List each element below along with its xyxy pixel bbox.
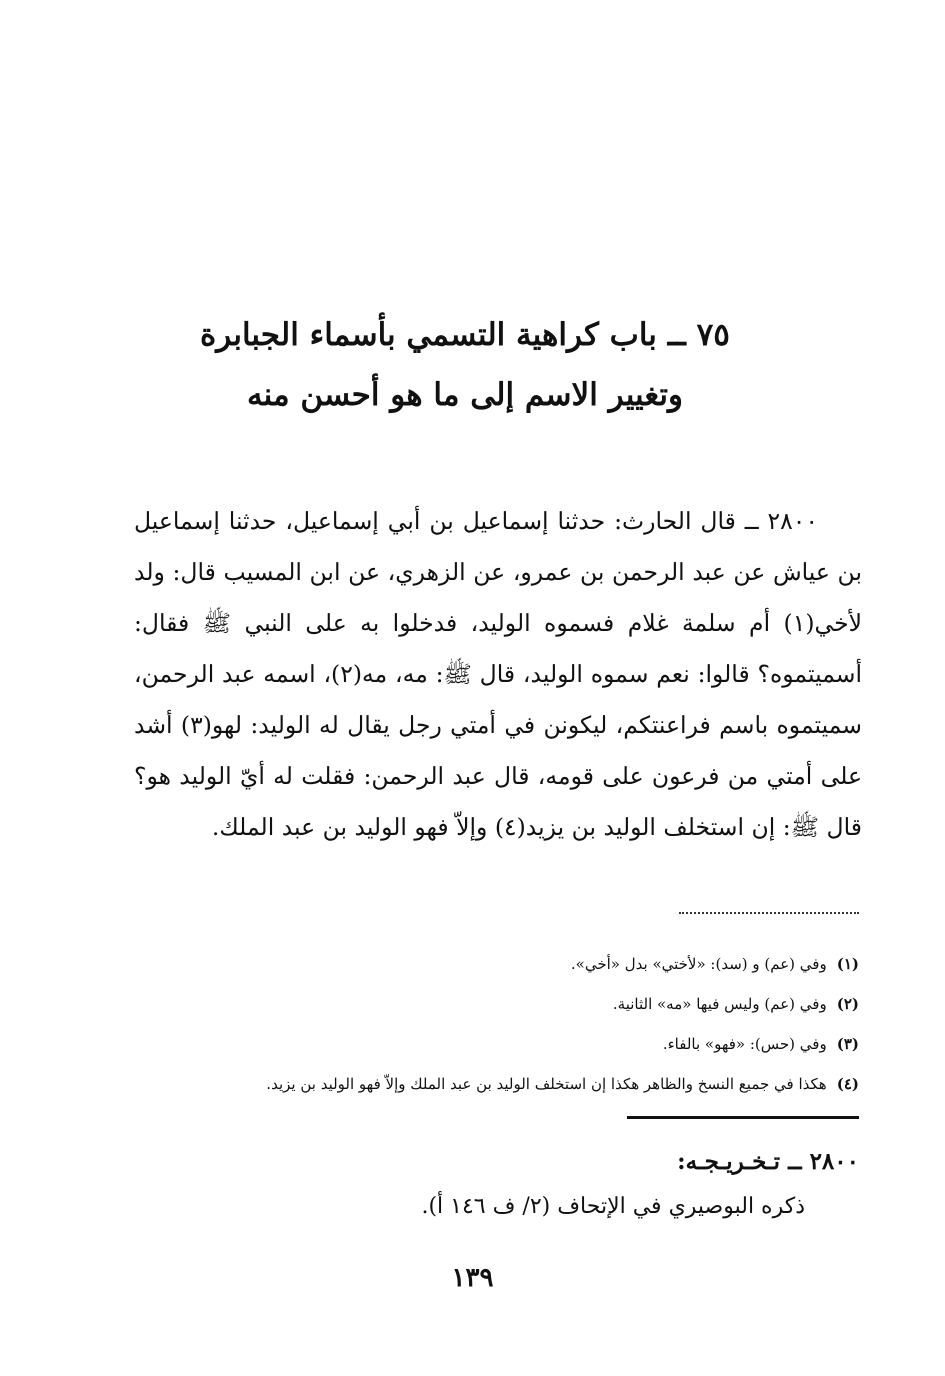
takhrij-heading: ٢٨٠٠ ــ تـخـريـجـه:	[677, 1148, 859, 1175]
footnote-text: وفي (حس): «فهو» بالفاء.	[662, 1035, 827, 1053]
footnote-number: (٣)	[836, 1035, 859, 1053]
footnote-number: (٤)	[836, 1075, 859, 1093]
footnote-item	[119, 984, 859, 1024]
footnote-text: هكذا في جميع النسخ والظاهر هكذا إن استخلف الوليد بن عبد الملك وإلاّ فهو الوليد بن يزيد.	[266, 1075, 827, 1093]
hadith-body	[134, 496, 862, 853]
footnote-text: وفي (عم) و (سد): «لأختي» بدل «أخي».	[570, 955, 827, 973]
footnotes-list	[119, 944, 859, 1104]
footnote-dotted-separator	[679, 912, 859, 914]
footnote-item	[119, 1064, 859, 1104]
page-number: ١٣٩	[451, 1263, 494, 1293]
takhrij-text: ذكره البوصيري في الإتحاف (٢/ ف ١٤٦ أ).	[421, 1194, 805, 1219]
footnote-item	[119, 1024, 859, 1064]
chapter-title	[165, 305, 765, 425]
footnote-number: (٢)	[836, 995, 859, 1013]
takhrij-separator-line	[627, 1116, 859, 1119]
chapter-title-line-2: وتغيير الاسم إلى ما هو أحسن منه	[247, 377, 683, 413]
footnote-text: وفي (عم) وليس فيها «مه» الثانية.	[612, 995, 827, 1013]
chapter-title-line-1: ٧٥ ــ باب كراهية التسمي بأسماء الجبابرة	[200, 317, 730, 353]
footnote-number: (١)	[836, 955, 859, 973]
hadith-text: ٢٨٠٠ ــ قال الحارث: حدثنا إسماعيل بن أبي إسماعيل، حدثنا إسماعيل بن عياش عن عبد الرحمن بن عمرو، عن الزهري، عن ابن المسيب قال: ولد لأخي(١) أم سلمة غلام فسموه الوليد، فدخلوا به على النبي ﷺ فقال: أسميتموه؟ قالوا: نعم سموه الوليد، قال ﷺ: مه، مه(٢)، اسمه عبد الرحمن، سميتموه باسم فراعنتكم، ليكونن في أمتي رجل يقال له الوليد: لهو(٣) أشد على أمتي من فرعون على قومه، قال عبد الرحمن: فقلت له أيّ الوليد هو؟ قال ﷺ: إن استخلف الوليد بن يزيد(٤) وإلاّ فهو الوليد بن عبد الملك.	[134, 507, 862, 841]
footnote-item	[119, 944, 859, 984]
